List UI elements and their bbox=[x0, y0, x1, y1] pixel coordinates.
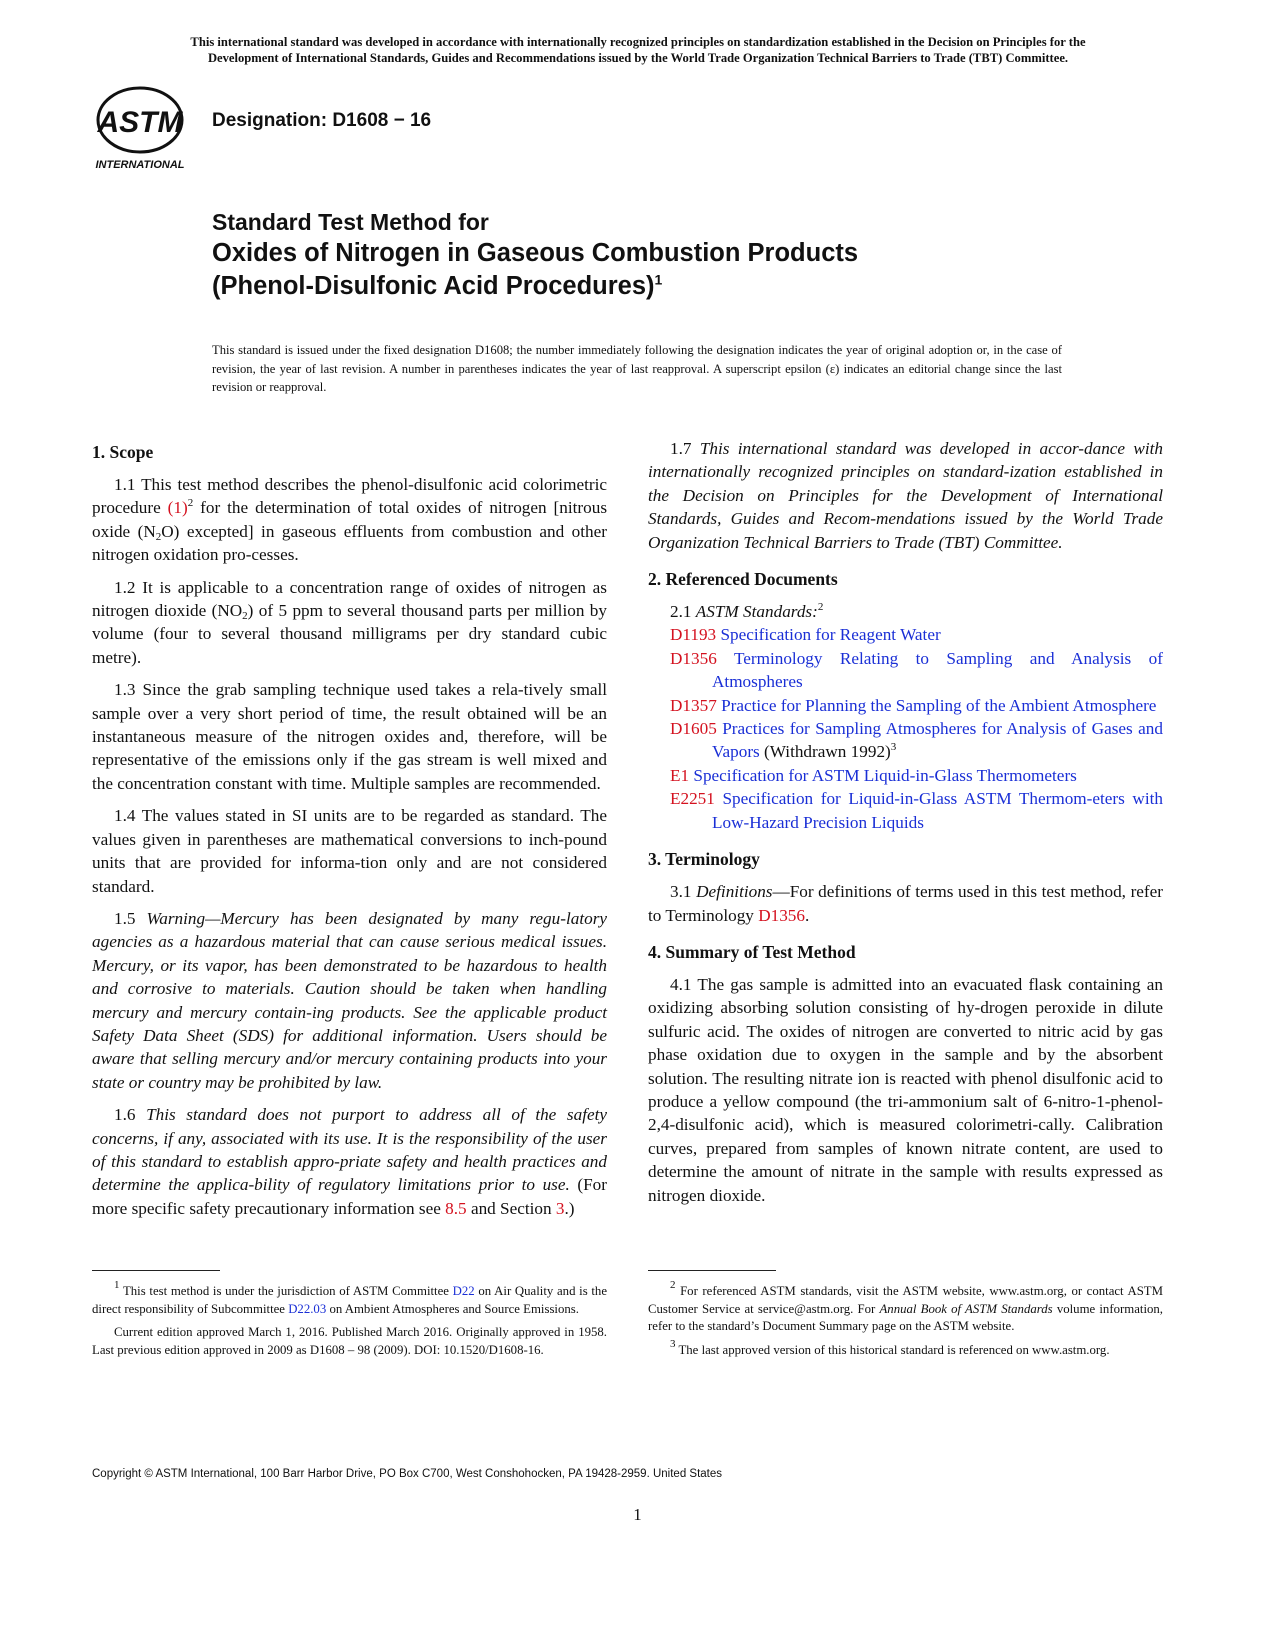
reference-item bbox=[670, 787, 1163, 834]
para-text: O) excepted] in gaseous effluents from combustion and other nitrogen oxidation pro-cesses. bbox=[92, 521, 607, 565]
para-number: 1.7 bbox=[670, 439, 692, 458]
subscript: 2 bbox=[242, 610, 248, 623]
section-heading-referenced-documents: 2. Referenced Documents bbox=[648, 569, 838, 590]
footnote-text: on Ambient Atmospheres and Source Emissions. bbox=[329, 1301, 579, 1316]
para-text: .) bbox=[564, 1198, 575, 1218]
reference-code-link[interactable]: E1 bbox=[670, 765, 690, 785]
reference-item bbox=[670, 764, 1163, 787]
definitions-label: Definitions bbox=[696, 882, 773, 902]
committee-link-d22[interactable]: D22 bbox=[452, 1284, 475, 1298]
footnote-text: volume information, refer to the standard’s Document Summary page on the ASTM website. bbox=[648, 1301, 1163, 1333]
para-number: 1.2 bbox=[114, 577, 136, 597]
right-column bbox=[648, 437, 1163, 1216]
title-line-3 bbox=[212, 270, 1112, 303]
title-line-1: Standard Test Method for bbox=[212, 209, 489, 235]
reference-code-link[interactable]: D1605 bbox=[670, 719, 717, 739]
reference-code-link[interactable]: D1193 bbox=[670, 625, 717, 645]
logo-mark-text: ASTM bbox=[97, 106, 183, 139]
section-heading-summary: 4. Summary of Test Method bbox=[648, 941, 856, 962]
footnote-number: 2 bbox=[670, 1279, 676, 1291]
footnote-2 bbox=[648, 1279, 1164, 1336]
reference-status: (Withdrawn 1992) bbox=[764, 742, 891, 762]
paragraph-1-2 bbox=[92, 576, 607, 670]
para-number: 4.1 bbox=[670, 974, 692, 994]
footnote-divider-left bbox=[92, 1270, 220, 1271]
designation: Designation: D1608 − 16 bbox=[212, 110, 432, 131]
document-title bbox=[212, 207, 1112, 303]
paragraph-2-1 bbox=[648, 600, 1163, 623]
para-number: 1.6 bbox=[114, 1105, 136, 1125]
footnote-text: on Air Quality and is the direct responsibility of Subcommittee bbox=[92, 1284, 607, 1316]
reference-title-link[interactable]: Practice for Planning the Sampling of the Ambient Atmosphere bbox=[721, 695, 1157, 715]
section-heading-scope: 1. Scope bbox=[92, 442, 154, 462]
para-text: The gas sample is admitted into an evacuated flask containing an oxidizing absorbing solution consisting of hy-drogen peroxide in dilute sulfuric acid. The oxides of nitrogen are converted to nitric acid by gas phase oxidation due to oxygen in the sample and by the absorbent solution. The resulting nitrate ion is reacted with phenol disulfonic acid to produce a yellow compound (the tri-ammonium salt of 6-nitro-1-phenol-2,4-disulfonic acid), which is measured colorimetri-cally. Calibration curves, prepared from samples of known nitrate content, are used to determine the amount of nitrate in the sample with results expressed as nitrogen dioxide. bbox=[648, 974, 1163, 1205]
paragraph-1-1 bbox=[92, 473, 607, 567]
footnote-mark-3[interactable]: 3 bbox=[890, 741, 897, 754]
footnote-italic: Annual Book of ASTM Standards bbox=[879, 1301, 1053, 1316]
para-text: ) of 5 ppm to several thousand parts per million by volume (four to several thousand milligrams per dry standard cubic metre). bbox=[92, 601, 607, 667]
para-text: (For more specific safety precautionary information see bbox=[92, 1175, 607, 1218]
reference-title-link[interactable]: Specification for Reagent Water bbox=[720, 625, 941, 645]
reference-code-link[interactable]: E2251 bbox=[670, 789, 715, 809]
footnotes-left bbox=[92, 1279, 607, 1365]
copyright-notice: Copyright © ASTM International, 100 Barr Harbor Drive, PO Box C700, West Conshohocken, PA 19428-2959. United States bbox=[92, 1468, 723, 1480]
footnote-1 bbox=[92, 1279, 607, 1318]
title-line-3-text: (Phenol-Disulfonic Acid Procedures) bbox=[212, 272, 655, 300]
safety-text: This standard does not purport to address all of the safety concerns, if any, associated with its use. It is the responsibility of the user of this standard to establish appro-priate safety and health practices and determine the applica-bility of regulatory limitations prior to use. bbox=[92, 1105, 608, 1195]
page-number: 1 bbox=[633, 1505, 642, 1524]
para-number: 1.1 bbox=[114, 475, 136, 494]
paragraph-1-4 bbox=[92, 804, 607, 898]
para-number: 2.1 bbox=[670, 602, 692, 622]
warning-text: Warning—Mercury has been designated by many regu-latory agencies as a hazardous material that can cause serious medical issues. Mercury, or its vapor, has been demonstrated to be hazardous to health and corrosive to materials. Caution should be taken when handling mercury and mercury contain-ing products. See the applicable product Safety Data Sheet (SDS) for additional information. Users should be aware that selling mercury and/or mercury containing products into your state or country may be prohibited by law. bbox=[92, 908, 608, 1092]
footnote-text: This test method is under the jurisdiction of ASTM Committee bbox=[122, 1284, 449, 1298]
paragraph-1-7 bbox=[648, 437, 1163, 554]
reference-item bbox=[670, 647, 1163, 694]
reference-link-1[interactable]: (1) bbox=[167, 498, 188, 518]
para-text: Since the grab sampling technique used takes a rela-tively small sample over a very short period of time, the result obtained will be an instantaneous measure of the nitrogen oxides and, therefore, will be representative of the emissions only if the gas stream is well mixed and the concentration constant with time. Multiple samples are recommended. bbox=[92, 680, 608, 793]
paragraph-1-5 bbox=[92, 907, 607, 1094]
reference-link-8-5[interactable]: 8.5 bbox=[445, 1198, 467, 1218]
para-number: 1.5 bbox=[114, 908, 136, 928]
footnote-1-edition: Current edition approved March 1, 2016. Published March 2016. Originally approved in 1958. Last previous edition approved in 2009 as D1608 – 98 (2009). DOI: 10.1520/D1608-16. bbox=[92, 1325, 607, 1357]
issued-note: This standard is issued under the fixed designation D1608; the number immediately following the designation indicates the year of original adoption or, in the case of revision, the year of last revision. A number in parentheses indicates the year of last reapproval. A superscript epsilon (ε) indicates an editorial change since the last revision or reapproval. bbox=[212, 343, 1062, 394]
footnote-number: 3 bbox=[670, 1337, 676, 1350]
footnote-text: For referenced ASTM standards, visit the ASTM website, www.astm.org, or contact ASTM Customer Service at service@astm.org. For bbox=[648, 1284, 1164, 1316]
reference-title-link[interactable]: Terminology Relating to Sampling and Analysis of Atmospheres bbox=[712, 648, 1163, 692]
title-footnote-mark[interactable]: 1 bbox=[654, 271, 663, 288]
para-text: —For definitions of terms used in this test method, refer to Terminology bbox=[648, 882, 1164, 925]
section-heading-terminology: 3. Terminology bbox=[648, 849, 760, 870]
development-notice-line-2: Development of International Standards, Guides and Recommendations issued by the World Trade Organization Technical Barriers to Trade (TBT) Committee. bbox=[207, 51, 1069, 65]
reference-title-link[interactable]: Specification for ASTM Liquid-in-Glass Thermometers bbox=[693, 765, 1077, 785]
para-text: It is applicable to a concentration range of oxides of nitrogen as nitrogen dioxide (NO bbox=[92, 577, 608, 621]
footnote-text: The last approved version of this historical standard is referenced on www.astm.org. bbox=[678, 1342, 1110, 1357]
astm-logo bbox=[92, 84, 192, 174]
reference-title-link[interactable]: Specification for Liquid-in-Glass ASTM Thermom-eters with Low-Hazard Precision Liquids bbox=[712, 789, 1163, 832]
footnote-mark-2[interactable]: 2 bbox=[187, 497, 194, 510]
reference-link-section-3[interactable]: 3 bbox=[555, 1198, 565, 1218]
para-text: This international standard was developed in accor-dance with internationally recognized principles on standard-ization established in the Decision on Principles for the Development of International Standards, Guides and Recom-mendations issued by the World Trade Organization Technical Barriers to Trade (TBT) Committee. bbox=[648, 439, 1164, 552]
footnote-3 bbox=[648, 1337, 1163, 1360]
para-number: 3.1 bbox=[670, 882, 692, 902]
reference-link-d1356[interactable]: D1356 bbox=[758, 905, 805, 925]
development-notice-line-1: This international standard was developed in accordance with internationally recognized principles on standardization established in the Decision on Principles for the bbox=[190, 35, 1086, 49]
reference-code-link[interactable]: D1357 bbox=[670, 695, 717, 715]
reference-item bbox=[670, 623, 1163, 646]
logo-subtitle-text: INTERNATIONAL bbox=[95, 159, 185, 171]
para-text: for the determination of total oxides of nitrogen [nitrous oxide (N bbox=[92, 498, 608, 541]
footnote-number: 1 bbox=[114, 1279, 120, 1291]
referenced-documents-list bbox=[648, 623, 1163, 834]
para-text: The values stated in SI units are to be regarded as standard. The values given in parentheses are mathematical conversions to inch-pound units that are provided for informa-tion only and are not considered standard. bbox=[92, 806, 607, 896]
subscript: 2 bbox=[155, 530, 162, 543]
para-number: 1.4 bbox=[114, 806, 136, 826]
reference-code-link[interactable]: D1356 bbox=[670, 648, 717, 668]
reference-title-link[interactable]: Practices for Sampling Atmospheres for Analysis of Gases and Vapors bbox=[712, 719, 1163, 762]
development-notice bbox=[88, 34, 1188, 66]
para-text: . bbox=[805, 905, 810, 925]
para-number: 1.3 bbox=[114, 680, 136, 700]
paragraph-3-1 bbox=[648, 880, 1163, 927]
paragraph-1-3 bbox=[92, 678, 607, 795]
para-text: and Section bbox=[470, 1198, 552, 1218]
reference-item bbox=[670, 717, 1163, 764]
paragraph-4-1 bbox=[648, 973, 1163, 1207]
footnotes-right bbox=[648, 1279, 1164, 1365]
subcommittee-link-d22-03[interactable]: D22.03 bbox=[288, 1301, 327, 1316]
title-line-2: Oxides of Nitrogen in Gaseous Combustion Products bbox=[212, 239, 859, 267]
reference-item bbox=[670, 694, 1163, 717]
footnote-divider-right bbox=[648, 1270, 776, 1271]
left-column bbox=[92, 437, 607, 1229]
footnote-mark-2[interactable]: 2 bbox=[817, 601, 824, 614]
astm-standards-label: ASTM Standards: bbox=[695, 602, 818, 622]
para-text: This test method describes the phenol-disulfonic acid colorimetric procedure bbox=[92, 475, 607, 518]
paragraph-1-6 bbox=[92, 1103, 607, 1220]
